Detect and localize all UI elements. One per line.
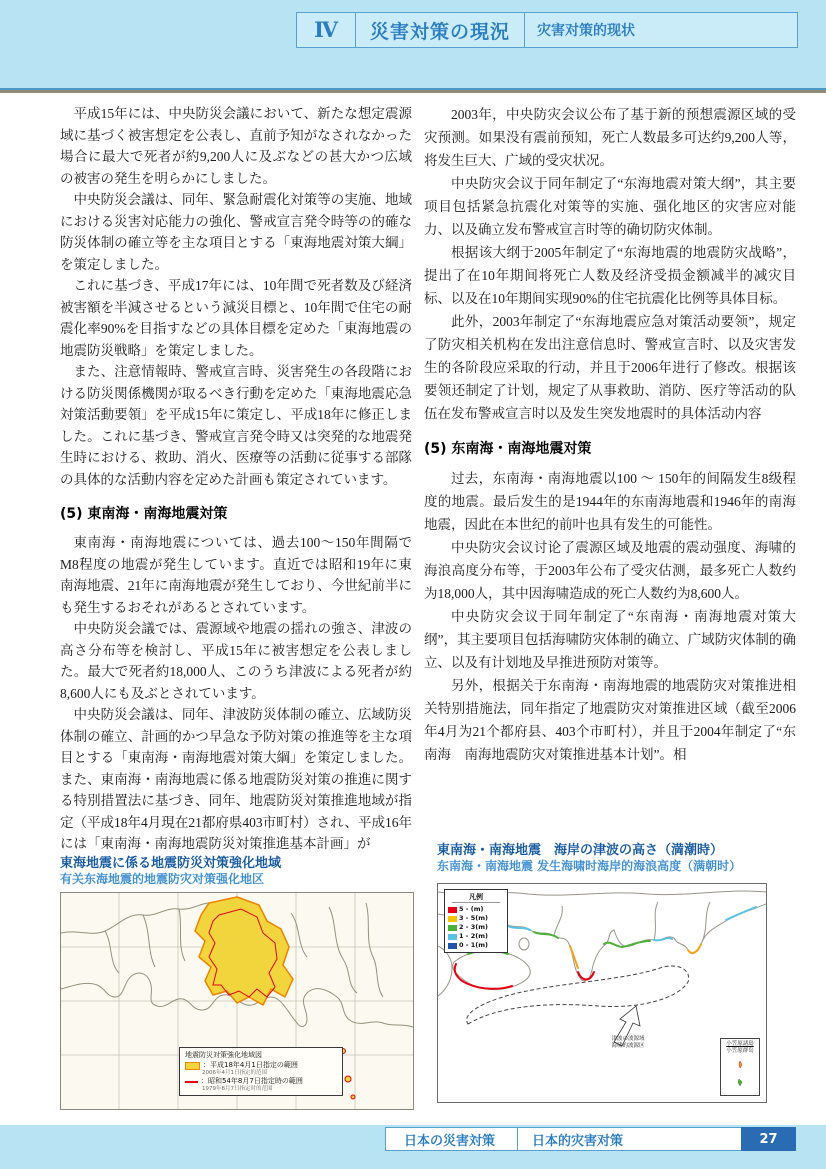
legend-swatch-red (448, 907, 457, 913)
tokai-map-legend (179, 1047, 343, 1096)
strengthened-area-shape (195, 897, 293, 1005)
paragraph: 中央防災会議は、同年、津波防災体制の確立、広域防災体制の確立、計画的かつ早急な予防対策の推進等を主な項目とする「東南海・南海地震対策大綱」を策定しました。また、東南海・南海地震に係る地震防災対策の推進に関する特別措置法に基づき、同年、地震防災対策推進地域が指定（平成18年4月現在21都府県403市町村）され、平成16年には「東南海・南海地震防災対策推進基本計画」が (60, 707, 412, 851)
wave-source-annotation (594, 1036, 662, 1050)
paragraph: 另外，根据关于东南海・南海地震的地震防灾对策推进相关特别措施法，同年指定了地震防灾对策推进区域（截至2006年4月为21个都府县、403个市町村），并且于2004年制定了“东南海 南海地震防灾对策推进基本计划”。相 (424, 678, 796, 762)
tsunami-coast-1-2m (654, 938, 672, 940)
paragraph: 中央防災会議では、震源域や地震の揺れの強さ、津波の高さ分布等を検討し、平成15年に被害想定を公表しました。最大で死者約18,000人、このうち津波による死者が約8,600人にも及ぶとされています。 (60, 621, 412, 701)
paragraph: 此外，2003年制定了“东海地震应急对策活动要领”，规定了防灾相关机构在发出注意信息时、警戒宣言时、以及灾害发生的各阶段应采取的行动，并且于2006年进行了修改。根据该要领还制定了计划，规定了从事救助、消防、医疗等活动的队伍在发布警戒宣言时以及发生突发地震时的具体活动内容 (424, 314, 796, 421)
legend-item-label: ：平成18年4月1日指定の範囲 (203, 1061, 298, 1069)
legend-title: 凡例 (452, 892, 500, 903)
paragraph: 中央防灾会议讨论了震源区域及地震的震动强度、海啸的海浪高度分布等，于2003年公布了受灾估测，最多死亡人数约为18,000人，其中因海啸造成的死亡人数约为8,600人。 (424, 540, 796, 601)
figure-tsunami-map (437, 843, 797, 1103)
legend-label: 2 - 3(m) (459, 923, 488, 931)
legend-swatch-green (448, 925, 457, 931)
legend-swatch-blue (448, 943, 457, 949)
paragraph: 中央防灾会议于同年制定了“东海地震对策大纲”，其主要项目包括紧急抗震化对策等的实施、强化地区的灾害应对能力、以及确立发布警戒宣言时等的确切防灾体制。 (424, 176, 796, 237)
footer-label-ja: 日本の災害対策 (386, 1128, 518, 1150)
paragraph: これに基づき、平成17年には、10年間で死者数及び経済被害額を半減させるという減災目標と、10年間で住宅の耐震化率90%を目指すなどの具体目標を定めた「東海地震の地震防災戦略」を策定しました。 (60, 278, 412, 358)
figure-caption-ja: 東南海・南海地震 海岸の津波の高さ（満潮時） (437, 843, 724, 858)
legend-swatch-lightblue (448, 934, 457, 940)
tsunami-coast-5m (455, 964, 512, 989)
left-column-japanese (60, 103, 412, 855)
ogasawara-islands-marks (722, 1055, 758, 1091)
paragraph: 平成15年には、中央防災会議において、新たな想定震源域に基づく被害想定を公表し、直前予知がなされなかった場合に最大で死者が約9,200人に及ぶなどの甚大かつ広域の被害の発生を明らかにしました。 (60, 106, 412, 186)
legend-label: 5 - (m) (459, 905, 484, 913)
paragraph: 2003年，中央防灾会议公布了基于新的预想震源区域的受灾预测。如果没有震前预知，死亡人数最多可达约9,200人等，将发生巨大、广域的受灾状况。 (424, 107, 796, 168)
legend-item-sublabel: 1979年8月7日指定时的范围 (202, 1086, 273, 1092)
legend-item-sublabel: 2006年4月1日指定的范围 (202, 1070, 267, 1076)
red-line-swatch (185, 1081, 198, 1083)
legend-title: 地震防災対策強化地域図 (185, 1051, 262, 1059)
figure-caption-zh: 东南海・南海地震 发生海啸时海岸的海浪高度（满朝时） (437, 859, 742, 873)
inset-label-ja: 小笠原諸島 (726, 1041, 754, 1047)
ogasawara-inset (720, 1038, 760, 1096)
legend-label: 0 - 1(m) (459, 941, 488, 949)
legend-label: 1 - 2(m) (459, 932, 488, 940)
page-number: 27 (741, 1127, 796, 1151)
tokai-map (60, 892, 414, 1110)
right-column-chinese (424, 103, 796, 766)
legend-item-label: ：昭和54年8月7日指定時の範囲 (201, 1077, 303, 1085)
tsunami-map (437, 883, 767, 1103)
chapter-title-ja: 災害対策の現況 (356, 13, 525, 47)
figure-caption-ja: 東海地震に係る地震防災対策強化地域 (60, 856, 282, 871)
section-heading-ja: (5) 東南海・南海地震対策 (60, 506, 228, 522)
figure-caption-zh: 有关东海地震的地震防灾对策强化地区 (60, 872, 265, 886)
paragraph: 東南海・南海地震については、過去100～150年間隔でM8程度の地震が発生しています。直近では昭和19年に東南海地震、21年に南海地震が発生しており、今世紀前半にも発生するおそれがあるとされています。 (60, 535, 412, 615)
top-band (0, 0, 826, 90)
inset-label-zh: 小笠原群岛 (726, 1048, 754, 1054)
chapter-number: Ⅳ (297, 13, 356, 47)
figure-tokai-map (60, 856, 412, 1110)
chapter-header (296, 12, 798, 48)
header-divider-rule (0, 90, 826, 93)
footer-label-zh: 日本的灾害对策 (532, 1133, 624, 1149)
chapter-title-zh: 灾害对策的现状 (537, 23, 636, 39)
paragraph: 中央防災会議は、同年、緊急耐震化対策等の実施、地域における災害対応能力の強化、警戒宣言発令時等の的確な防災体制の確立等を主な項目とする「東海地震対策大綱」を策定しました。 (60, 192, 412, 272)
paragraph: また、注意情報時、警戒宣言時、災害発生の各段階における防災関係機関が取るべき行動を定めた「東海地震応急対策活動要領」を平成15年に策定し、平成18年に修正しました。これに基づき、警戒宣言発令時又は突発的な地震発生時における、救助、消火、医療等の活動に従事する部隊の具体的な活動内容を定めた計画も策定されています。 (60, 364, 412, 487)
annotation-ja: 津波の波源域 (611, 1036, 645, 1042)
tsunami-map-legend (444, 889, 508, 953)
annotation-zh: 海啸的波源区 (611, 1043, 645, 1049)
section-heading-zh: (5) 东南海・南海地震对策 (424, 441, 592, 457)
footer-bar (385, 1127, 742, 1151)
legend-label: 3 - 5(m) (459, 914, 488, 922)
paragraph: 根据该大纲于2005年制定了“东海地震的地震防灾战略”，提出了在10年期间将死亡人数及经济受损金额减半的减灾目标、以及在10年期间实现90%的住宅抗震化比例等具体目标。 (424, 245, 796, 306)
legend-swatch-yellow (448, 916, 457, 922)
paragraph: 中央防灾会议于同年制定了“东南海・南海地震对策大纲”，其主要项目包括海啸防灾体制的确立、广域防灾体制的确立、以及有计划地及早推进预防对策等。 (424, 609, 796, 670)
tsunami-coast-2-3m (604, 941, 650, 947)
paragraph: 过去，东南海・南海地震以100 ～ 150年的间隔发生8级程度的地震。最后发生的是1944年的东南海地震和1946年的南海地震，因此在本世纪的前叶也具有发生的可能性。 (424, 471, 796, 532)
yellow-area-swatch (185, 1062, 200, 1070)
tsunami-coast-3-5m (570, 946, 578, 968)
